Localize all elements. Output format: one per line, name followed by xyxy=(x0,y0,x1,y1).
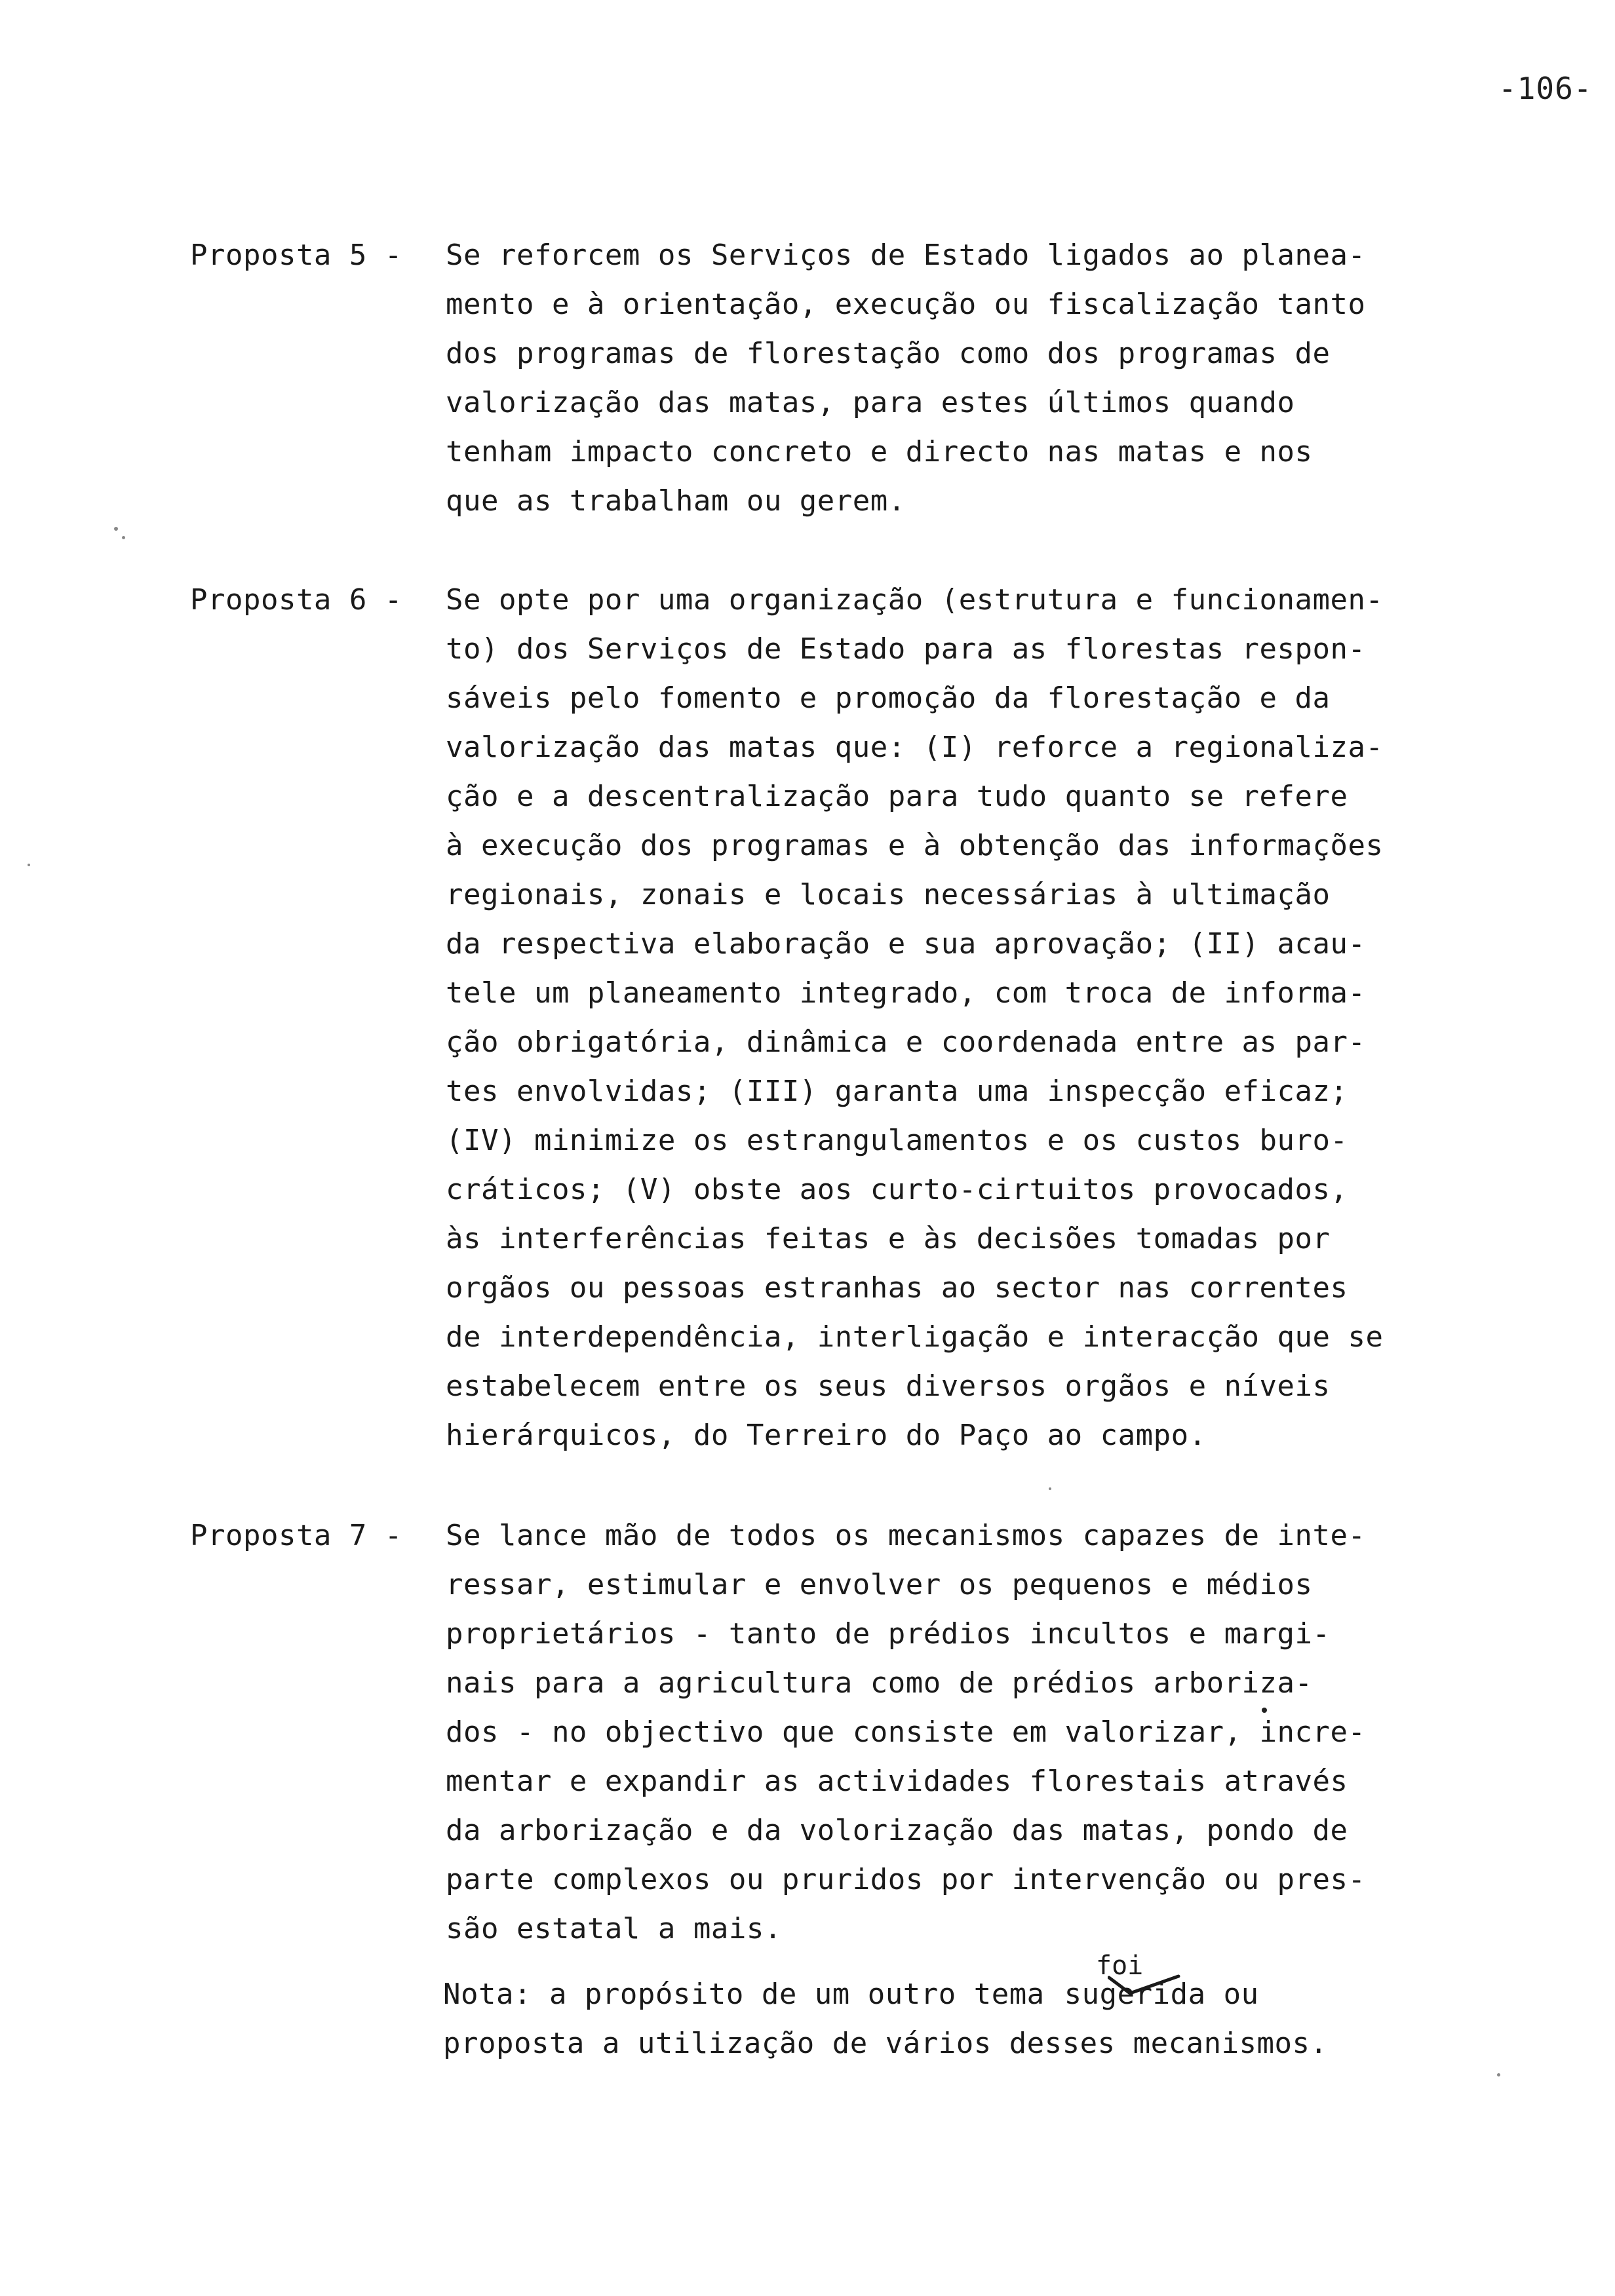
scan-speck xyxy=(122,536,125,539)
proposal-line: Se lance mão de todos os mecanismos capazes de inte- xyxy=(446,1519,1366,1552)
proposal-line: à execução dos programas e à obtenção das informações xyxy=(446,829,1384,862)
insertion-caret-mark xyxy=(1108,1974,1186,2000)
proposal-line: ção obrigatória, dinâmica e coordenada entre as par- xyxy=(446,1025,1366,1059)
proposal-line: Se reforcem os Serviços de Estado ligados ao planea- xyxy=(446,239,1366,272)
proposal-line: orgãos ou pessoas estranhas ao sector nas correntes xyxy=(446,1271,1348,1305)
scan-speck xyxy=(114,527,118,531)
handwritten-insertion: foi xyxy=(1096,1951,1144,1981)
proposal-line: às interferências feitas e às decisões tomadas por xyxy=(446,1222,1331,1255)
proposal-line: ção e a descentralização para tudo quanto se refere xyxy=(446,780,1348,813)
proposal-label: Proposta 7 - xyxy=(190,1519,402,1552)
proposal-line: tes envolvidas; (III) garanta uma inspecção eficaz; xyxy=(446,1075,1348,1108)
proposal-line: proprietários - tanto de prédios incultos e margi- xyxy=(446,1617,1331,1651)
proposal-line: hierárquicos, do Terreiro do Paço ao campo. xyxy=(446,1419,1207,1452)
proposal-line: to) dos Serviços de Estado para as florestas respon- xyxy=(446,632,1366,666)
proposal-line: da respectiva elaboração e sua aprovação; (II) acau- xyxy=(446,927,1366,961)
proposal-line: dos - no objectivo que consiste em valorizar, incre- xyxy=(446,1715,1366,1749)
note-text-before: Nota: a propósito de um outro tema xyxy=(443,1978,1045,2011)
scan-speck xyxy=(28,864,30,866)
proposal-line: regionais, zonais e locais necessárias à ultimação xyxy=(446,878,1331,911)
note-line-2: proposta a utilização de vários desses mecanismos. xyxy=(443,2027,1328,2060)
proposal-line: Se opte por uma organização (estrutura e funcionamen- xyxy=(446,583,1384,617)
proposal-line: que as trabalham ou gerem. xyxy=(446,484,906,518)
scan-speck xyxy=(1262,1708,1267,1713)
scan-speck xyxy=(1497,2073,1500,2076)
proposal-line: parte complexos ou pruridos por intervenção ou pres- xyxy=(446,1863,1366,1896)
proposal-line: cráticos; (V) obste aos curto-cirtuitos provocados, xyxy=(446,1173,1348,1206)
proposal-line: valorização das matas, para estes últimos quando xyxy=(446,386,1295,419)
proposal-line: dos programas de florestação como dos programas de xyxy=(446,337,1331,370)
proposal-line: de interdependência, interligação e interacção que se xyxy=(446,1320,1384,1354)
proposal-label: Proposta 5 - xyxy=(190,239,402,272)
page-number: -106- xyxy=(1498,71,1593,106)
proposal-line: mento e à orientação, execução ou fiscalização tanto xyxy=(446,288,1366,321)
proposal-line: valorização das matas que: (I) reforce a regionaliza- xyxy=(446,731,1384,764)
proposal-line: sáveis pelo fomento e promoção da florestação e da xyxy=(446,681,1331,715)
proposal-line: nais para a agricultura como de prédios arboriza- xyxy=(446,1666,1313,1700)
proposal-line: tenham impacto concreto e directo nas matas e nos xyxy=(446,435,1313,469)
scan-speck xyxy=(1049,1487,1051,1490)
proposal-line: da arborização e da volorização das matas, pondo de xyxy=(446,1814,1348,1847)
note-text-after: sugerida ou xyxy=(1064,1978,1259,2011)
proposal-line: tele um planeamento integrado, com troca de informa- xyxy=(446,976,1366,1010)
proposal-line: estabelecem entre os seus diversos orgãos e níveis xyxy=(446,1369,1331,1403)
proposal-line: ressar, estimular e envolver os pequenos e médios xyxy=(446,1568,1313,1601)
proposal-label: Proposta 6 - xyxy=(190,583,402,617)
proposal-line: são estatal a mais. xyxy=(446,1912,782,1945)
proposal-line: mentar e expandir as actividades florestais através xyxy=(446,1765,1348,1798)
proposal-line: (IV) minimize os estrangulamentos e os custos buro- xyxy=(446,1124,1348,1157)
